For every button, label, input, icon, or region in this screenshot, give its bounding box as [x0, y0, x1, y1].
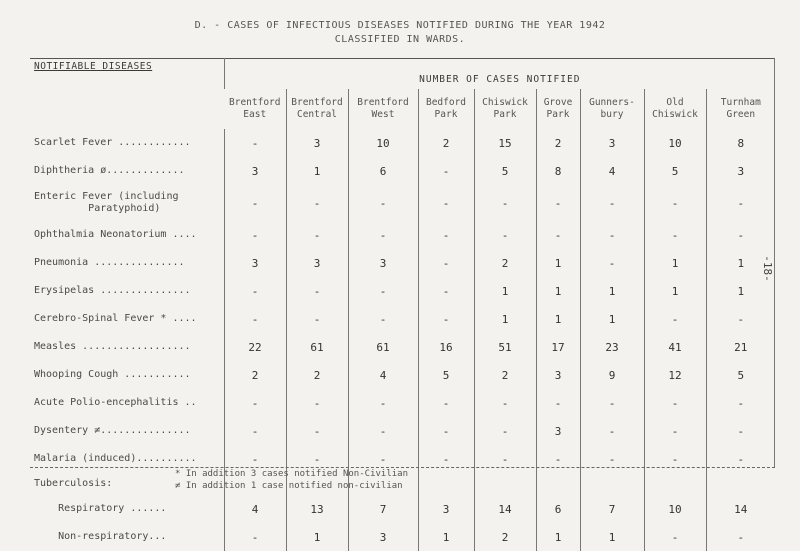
case-count-cell: 1: [474, 305, 536, 333]
case-count-cell: 15: [474, 129, 536, 157]
disease-label: Measles ..................: [34, 341, 191, 352]
case-count-cell: -: [706, 389, 775, 417]
case-count-cell: 1: [580, 277, 644, 305]
case-count-cell: 2: [474, 361, 536, 389]
table-row: [30, 185, 775, 221]
empty-cell: [418, 473, 474, 495]
case-count-cell: -: [286, 445, 348, 473]
column-header: [224, 89, 286, 129]
column-header-line: Chiswick: [652, 109, 698, 120]
case-count-cell: 8: [536, 157, 580, 185]
empty-cell: [474, 473, 536, 495]
disease-label: Enteric Fever (including Paratyphoid): [34, 191, 179, 214]
case-count-cell: 1: [706, 249, 775, 277]
column-header-line: West: [371, 109, 395, 120]
table-row: [30, 361, 775, 389]
case-count-cell: -: [474, 185, 536, 221]
column-header: [286, 89, 348, 129]
case-count-cell: 5: [706, 361, 775, 389]
case-count-cell: -: [418, 277, 474, 305]
disease-label: Non-respiratory...: [34, 531, 167, 542]
case-count-cell: 1: [580, 305, 644, 333]
case-count-cell: -: [224, 185, 286, 221]
footnotes: [175, 468, 408, 492]
case-count-cell: 1: [536, 305, 580, 333]
case-count-cell: -: [418, 185, 474, 221]
case-count-cell: -: [224, 305, 286, 333]
case-count-cell: 3: [224, 249, 286, 277]
column-header-line: bury: [600, 109, 624, 120]
case-count-cell: -: [644, 523, 706, 551]
case-count-cell: -: [536, 185, 580, 221]
case-count-cell: 16: [418, 333, 474, 361]
case-count-cell: 10: [348, 129, 418, 157]
case-count-cell: -: [644, 305, 706, 333]
case-count-cell: -: [706, 523, 775, 551]
case-count-cell: -: [474, 445, 536, 473]
case-count-cell: -: [224, 417, 286, 445]
case-count-cell: -: [706, 305, 775, 333]
disease-label: Cerebro-Spinal Fever * ....: [34, 313, 197, 324]
case-count-cell: -: [418, 389, 474, 417]
table-right-border: [774, 58, 775, 468]
disease-label: Acute Polio-encephalitis ..: [34, 397, 197, 408]
table-row: [30, 305, 775, 333]
case-count-cell: 4: [348, 361, 418, 389]
column-header: [474, 89, 536, 129]
case-count-cell: 1: [474, 277, 536, 305]
case-count-cell: -: [644, 221, 706, 249]
table-row: [30, 277, 775, 305]
table-row: [30, 221, 775, 249]
case-count-cell: 2: [418, 129, 474, 157]
column-header: [536, 89, 580, 129]
case-count-cell: 3: [580, 129, 644, 157]
case-count-cell: -: [418, 221, 474, 249]
table-row: [30, 523, 775, 551]
case-count-cell: 3: [348, 523, 418, 551]
case-count-cell: 1: [286, 523, 348, 551]
case-count-cell: 2: [474, 249, 536, 277]
disease-label: Respiratory ......: [34, 503, 167, 514]
case-count-cell: -: [580, 445, 644, 473]
case-count-cell: -: [286, 389, 348, 417]
page-subtitle: CLASSIFIED IN WARDS.: [334, 34, 466, 45]
case-count-cell: 7: [580, 495, 644, 523]
case-count-cell: -: [536, 445, 580, 473]
column-header: [348, 89, 418, 129]
case-count-cell: -: [348, 185, 418, 221]
column-header-line: Green: [726, 109, 756, 120]
case-count-cell: -: [418, 417, 474, 445]
case-count-cell: 4: [224, 495, 286, 523]
case-count-cell: -: [286, 185, 348, 221]
case-count-cell: 1: [536, 277, 580, 305]
column-header-line: Turnham: [720, 97, 761, 108]
case-count-cell: 22: [224, 333, 286, 361]
disease-label: Ophthalmia Neonatorium ....: [34, 229, 197, 240]
empty-cell: [580, 473, 644, 495]
case-count-cell: 3: [536, 417, 580, 445]
case-count-cell: 7: [348, 495, 418, 523]
case-count-cell: -: [536, 389, 580, 417]
case-count-cell: 2: [474, 523, 536, 551]
case-count-cell: 3: [706, 157, 775, 185]
column-header-line: Brentford: [229, 97, 281, 108]
column-header-line: Brentford: [357, 97, 409, 108]
case-count-cell: -: [348, 221, 418, 249]
case-count-cell: 2: [224, 361, 286, 389]
disease-label: Whooping Cough ...........: [34, 369, 191, 380]
case-count-cell: 23: [580, 333, 644, 361]
case-count-cell: 5: [474, 157, 536, 185]
column-header-line: Grove: [543, 97, 573, 108]
case-count-cell: 3: [536, 361, 580, 389]
case-count-cell: 10: [644, 129, 706, 157]
disease-label: Pneumonia ...............: [34, 257, 185, 268]
case-count-cell: -: [536, 221, 580, 249]
footnote-2: ≠ In addition 1 case notified non-civilian: [175, 481, 403, 491]
case-count-cell: -: [706, 221, 775, 249]
column-header-line: Chiswick: [482, 97, 528, 108]
case-count-cell: 1: [536, 249, 580, 277]
case-count-cell: -: [224, 129, 286, 157]
disease-label: Scarlet Fever ............: [34, 137, 191, 148]
case-count-cell: 5: [418, 361, 474, 389]
footnote-1: * In addition 3 cases notified Non-Civilian: [175, 469, 408, 479]
table-row: [30, 129, 775, 157]
case-count-cell: 12: [644, 361, 706, 389]
case-count-cell: -: [706, 417, 775, 445]
case-count-cell: -: [706, 445, 775, 473]
case-count-cell: -: [418, 157, 474, 185]
case-count-cell: 9: [580, 361, 644, 389]
case-count-cell: -: [580, 417, 644, 445]
column-header-line: Brentford: [291, 97, 343, 108]
table-row: [30, 389, 775, 417]
disease-label: Diphtheria ø.............: [34, 165, 185, 176]
column-header: [644, 89, 706, 129]
case-count-cell: 13: [286, 495, 348, 523]
table-row: [30, 249, 775, 277]
column-header: [706, 89, 775, 129]
case-count-cell: 3: [286, 249, 348, 277]
case-count-cell: 10: [644, 495, 706, 523]
case-count-cell: -: [418, 445, 474, 473]
case-count-cell: -: [286, 277, 348, 305]
case-count-cell: 1: [644, 249, 706, 277]
disease-label: Erysipelas ...............: [34, 285, 191, 296]
column-header-line: Old: [666, 97, 684, 108]
case-count-cell: -: [580, 185, 644, 221]
case-count-cell: -: [224, 389, 286, 417]
case-count-cell: 1: [580, 523, 644, 551]
case-count-cell: 2: [286, 361, 348, 389]
tuberculosis-heading: Tuberculosis:: [34, 478, 113, 489]
case-count-cell: -: [286, 221, 348, 249]
page-number: -18-: [760, 255, 774, 282]
case-count-cell: 1: [418, 523, 474, 551]
case-count-cell: 14: [706, 495, 775, 523]
case-count-cell: 1: [536, 523, 580, 551]
case-count-cell: -: [348, 389, 418, 417]
case-count-cell: 1: [644, 277, 706, 305]
row-header-title: NOTIFIABLE DISEASES: [34, 61, 153, 72]
column-header: [580, 89, 644, 129]
case-count-cell: -: [348, 277, 418, 305]
case-count-cell: -: [474, 221, 536, 249]
case-count-cell: 1: [286, 157, 348, 185]
case-count-cell: -: [224, 445, 286, 473]
case-count-cell: -: [474, 389, 536, 417]
column-header-line: Gunners-: [589, 97, 635, 108]
case-count-cell: 51: [474, 333, 536, 361]
case-count-cell: -: [580, 389, 644, 417]
case-count-cell: 8: [706, 129, 775, 157]
case-count-cell: -: [644, 417, 706, 445]
case-count-cell: 3: [286, 129, 348, 157]
case-count-cell: 1: [706, 277, 775, 305]
column-header-line: East: [243, 109, 267, 120]
case-count-cell: -: [224, 277, 286, 305]
case-count-cell: 17: [536, 333, 580, 361]
case-count-cell: 61: [348, 333, 418, 361]
case-count-cell: 21: [706, 333, 775, 361]
page-title: D. - CASES OF INFECTIOUS DISEASES NOTIFIED DURING THE YEAR 1942: [194, 20, 606, 31]
empty-cell: [644, 473, 706, 495]
table-row: [30, 417, 775, 445]
case-count-cell: 5: [644, 157, 706, 185]
case-count-cell: -: [348, 445, 418, 473]
case-count-cell: -: [286, 417, 348, 445]
empty-cell: [706, 473, 775, 495]
disease-label: Malaria (induced)..........: [34, 453, 197, 464]
column-header-line: Park: [546, 109, 570, 120]
case-count-cell: -: [348, 305, 418, 333]
group-header: NUMBER OF CASES NOTIFIED: [224, 59, 775, 90]
case-count-cell: 2: [536, 129, 580, 157]
case-count-cell: -: [644, 445, 706, 473]
case-count-cell: -: [580, 249, 644, 277]
case-count-cell: -: [644, 389, 706, 417]
case-count-cell: 3: [418, 495, 474, 523]
column-header-line: Park: [493, 109, 517, 120]
case-count-cell: -: [224, 221, 286, 249]
case-count-cell: 6: [536, 495, 580, 523]
table-row: [30, 495, 775, 523]
disease-label: Dysentery ≠...............: [34, 425, 191, 436]
case-count-cell: -: [418, 249, 474, 277]
case-count-cell: -: [224, 523, 286, 551]
case-count-cell: -: [580, 221, 644, 249]
case-count-cell: -: [286, 305, 348, 333]
column-header-line: Park: [434, 109, 458, 120]
case-count-cell: 14: [474, 495, 536, 523]
table-row: [30, 157, 775, 185]
case-count-cell: 3: [348, 249, 418, 277]
case-count-cell: 61: [286, 333, 348, 361]
case-count-cell: -: [706, 185, 775, 221]
case-count-cell: 41: [644, 333, 706, 361]
case-count-cell: -: [418, 305, 474, 333]
case-count-cell: -: [474, 417, 536, 445]
case-count-cell: 4: [580, 157, 644, 185]
table-row: [30, 333, 775, 361]
empty-cell: [536, 473, 580, 495]
case-count-cell: -: [348, 417, 418, 445]
case-count-cell: 6: [348, 157, 418, 185]
case-count-cell: 3: [224, 157, 286, 185]
column-header-line: Bedford: [425, 97, 467, 108]
case-count-cell: -: [644, 185, 706, 221]
column-header-line: Central: [296, 109, 338, 120]
column-header: [418, 89, 474, 129]
